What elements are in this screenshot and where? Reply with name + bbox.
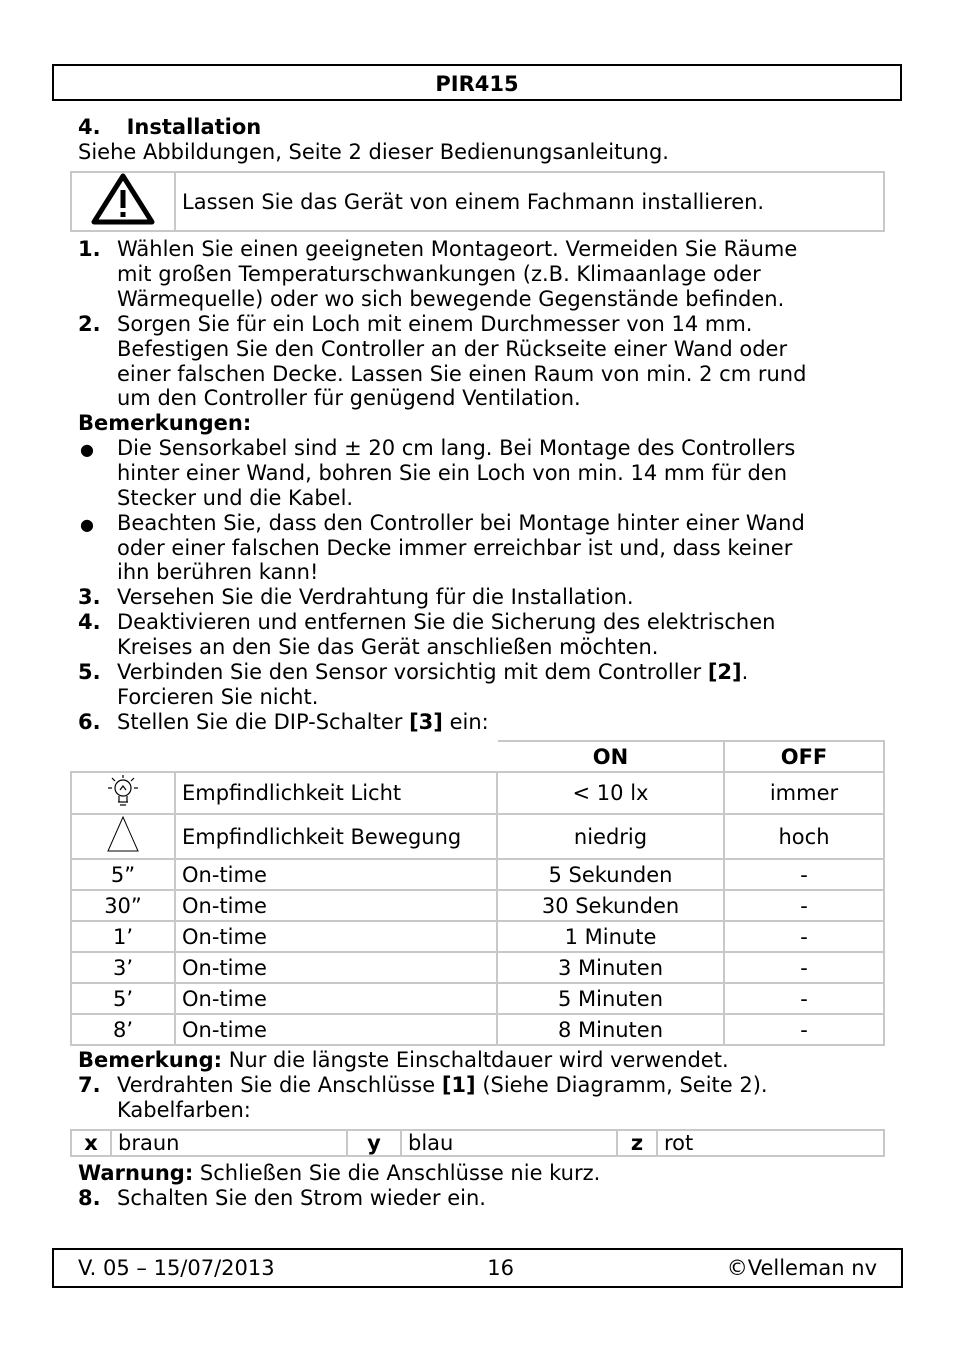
step-5-ref: [2] [707, 660, 742, 684]
step-8-number: 8. [78, 1186, 101, 1210]
row-label: On-time [175, 859, 497, 890]
bullet-2-line-3: ihn berühren kann! [117, 560, 319, 584]
row-key: 5” [71, 859, 175, 890]
bullet-marker: ● [80, 515, 94, 534]
bullet-2-line-1: Beachten Sie, dass den Controller bei Montage hinter einer Wand [117, 511, 805, 535]
row-key: 30” [71, 890, 175, 921]
dip-switch-table [70, 740, 885, 1046]
row-label: Empfindlichkeit Licht [175, 772, 497, 814]
step-7-end: (Siehe Diagramm, Seite 2). [475, 1073, 768, 1097]
footer-copyright: ©Velleman nv [726, 1256, 877, 1280]
color-key: y [347, 1130, 401, 1156]
row-key: 8’ [71, 1014, 175, 1045]
document-footer [52, 1248, 903, 1288]
header-title: PIR415 [435, 72, 519, 96]
table-row [71, 921, 884, 952]
color-key: x [71, 1130, 111, 1156]
row-off: - [724, 983, 884, 1014]
row-label: On-time [175, 983, 497, 1014]
step-1-line-1: Wählen Sie einen geeigneten Montageort. Vermeiden Sie Räume [117, 237, 798, 261]
step-4-number: 4. [78, 610, 101, 634]
step-4-line-1: Deaktivieren und entfernen Sie die Sicherung des elektrischen [117, 610, 776, 634]
header-off: OFF [724, 741, 884, 772]
row-label: On-time [175, 952, 497, 983]
note-text: Nur die längste Einschaltdauer wird verwendet. [222, 1048, 729, 1072]
row-on: 8 Minuten [497, 1014, 724, 1045]
step-3-line-1: Versehen Sie die Verdrahtung für die Installation. [117, 585, 634, 609]
table-row [71, 952, 884, 983]
step-5-line-2: Forcieren Sie nicht. [117, 685, 319, 709]
step-5-line-1 [117, 660, 748, 685]
warning-text: Lassen Sie das Gerät von einem Fachmann installieren. [175, 172, 884, 231]
step-6-line-1 [117, 710, 489, 735]
warning-box [70, 171, 885, 232]
warning-label: Warnung: [78, 1161, 194, 1185]
step-6-end: ein: [442, 710, 489, 734]
step-8-line-1: Schalten Sie den Strom wieder ein. [117, 1186, 486, 1210]
row-label: On-time [175, 921, 497, 952]
table-row [71, 814, 884, 859]
bullet-2-line-2: oder einer falschen Decke immer erreichbar ist und, dass keiner [117, 536, 793, 560]
note-line [78, 1048, 729, 1073]
table-row [71, 772, 884, 814]
step-6-text: Stellen Sie die DIP-Schalter [117, 710, 410, 734]
row-on: 1 Minute [497, 921, 724, 952]
bullet-1-line-1: Die Sensorkabel sind ± 20 cm lang. Bei Montage des Controllers [117, 436, 796, 460]
step-1-line-2: mit großen Temperaturschwankungen (z.B. Klimaanlage oder [117, 262, 761, 286]
table-row [71, 890, 884, 921]
table-row [71, 1130, 884, 1156]
row-on: 3 Minuten [497, 952, 724, 983]
icon-cell [71, 772, 175, 814]
row-on: niedrig [497, 814, 724, 859]
row-off: - [724, 859, 884, 890]
color-value: blau [401, 1130, 617, 1156]
row-label: On-time [175, 1014, 497, 1045]
table-row [71, 859, 884, 890]
row-on: 5 Sekunden [497, 859, 724, 890]
row-off: - [724, 921, 884, 952]
color-key: z [617, 1130, 657, 1156]
remarks-heading: Bemerkungen: [78, 411, 252, 435]
step-4-line-2: Kreises an den Sie das Gerät anschließen möchten. [117, 635, 659, 659]
cable-colors-table [70, 1129, 885, 1157]
row-label: On-time [175, 890, 497, 921]
section-heading [78, 115, 261, 140]
section-title: Installation [126, 115, 262, 139]
row-on: 30 Sekunden [497, 890, 724, 921]
bullet-1-line-2: hinter einer Wand, bohren Sie ein Loch von min. 14 mm für den [117, 461, 788, 485]
row-off: - [724, 1014, 884, 1045]
step-1-line-3: Wärmequelle) oder wo sich bewegende Gegenstände befinden. [117, 287, 785, 311]
warning-text: Schließen Sie die Anschlüsse nie kurz. [193, 1161, 601, 1185]
step-6-ref: [3] [409, 710, 443, 734]
section-intro: Siehe Abbildungen, Seite 2 dieser Bedienungsanleitung. [78, 140, 669, 164]
warning-triangle-icon [91, 173, 155, 225]
row-key: 5’ [71, 983, 175, 1014]
table-row [71, 983, 884, 1014]
step-7-line-2: Kabelfarben: [117, 1098, 251, 1122]
document-header [52, 64, 902, 101]
step-6-number: 6. [78, 710, 101, 734]
step-2-line-3: einer falschen Decke. Lassen Sie einen Raum von min. 2 cm rund [117, 362, 807, 386]
color-value: rot [657, 1130, 884, 1156]
section-number: 4. [78, 115, 101, 139]
row-off: - [724, 952, 884, 983]
bullet-marker: ● [80, 440, 94, 459]
step-2-line-2: Befestigen Sie den Controller an der Rückseite einer Wand oder [117, 337, 788, 361]
step-1-number: 1. [78, 237, 101, 261]
step-2-line-1: Sorgen Sie für ein Loch mit einem Durchmesser von 14 mm. [117, 312, 753, 336]
step-7-number: 7. [78, 1073, 101, 1097]
icon-cell [71, 814, 175, 859]
footer-page-number: 16 [487, 1256, 515, 1280]
step-5-number: 5. [78, 660, 101, 684]
step-2-number: 2. [78, 312, 101, 336]
warning-icon-cell [71, 172, 175, 231]
triangle-icon [106, 815, 140, 853]
bullet-1-line-3: Stecker und die Kabel. [117, 486, 354, 510]
step-5-text: Verbinden Sie den Sensor vorsichtig mit dem Controller [117, 660, 708, 684]
row-key: 1’ [71, 921, 175, 952]
warning-line [78, 1161, 600, 1186]
row-on: 5 Minuten [497, 983, 724, 1014]
header-on: ON [497, 741, 724, 772]
note-label: Bemerkung: [78, 1048, 223, 1072]
step-7-line-1 [117, 1073, 768, 1098]
row-off: - [724, 890, 884, 921]
table-header-row [71, 741, 884, 772]
light-sensor-icon [105, 774, 141, 808]
step-5-end: . [741, 660, 749, 684]
footer-version: V. 05 – 15/07/2013 [78, 1256, 275, 1280]
row-label: Empfindlichkeit Bewegung [175, 814, 497, 859]
color-value: braun [111, 1130, 347, 1156]
table-row [71, 1014, 884, 1045]
step-7-text: Verdrahten Sie die Anschlüsse [117, 1073, 442, 1097]
row-off: hoch [724, 814, 884, 859]
step-7-ref: [1] [441, 1073, 476, 1097]
row-key: 3’ [71, 952, 175, 983]
step-3-number: 3. [78, 585, 101, 609]
step-2-line-4: um den Controller für genügend Ventilation. [117, 386, 581, 410]
row-on: < 10 lx [497, 772, 724, 814]
row-off: immer [724, 772, 884, 814]
